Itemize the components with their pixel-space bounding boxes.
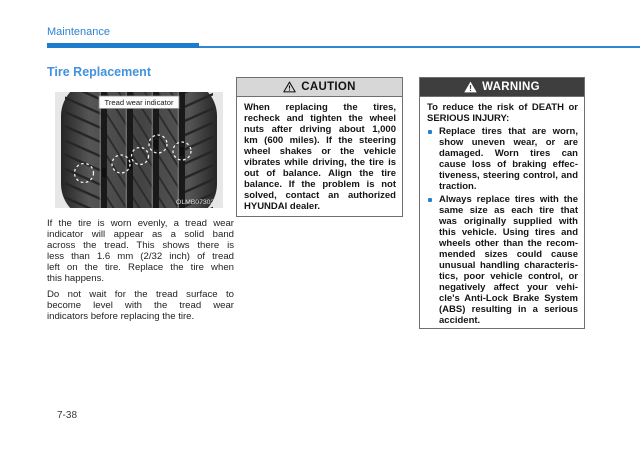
warning-box xyxy=(419,77,585,329)
bullet-marker xyxy=(428,130,432,134)
warning-bullet-2 xyxy=(427,194,578,326)
paragraph-2: Do not wait for the tread surface to become level with the tread wear indicators before replacing the tire. xyxy=(47,289,234,322)
body-text xyxy=(47,218,234,322)
caution-box-header xyxy=(237,78,402,97)
section-header-label: Maintenance xyxy=(47,26,110,38)
paragraph-1: If the tire is worn evenly, a tread wear indicator will appear as a solid band across the tread. This shows there is less than 1.6 mm (2/32 inch) of tread left on the tire. Replace the tire when this happens. xyxy=(47,218,234,284)
page-title: Tire Replacement xyxy=(47,65,151,79)
figure-label xyxy=(99,96,179,109)
warning-intro: To reduce the risk of DEATH or SERIOUS INJURY: xyxy=(427,102,578,124)
figure-label-text: Tread wear indicator xyxy=(104,98,174,108)
warning-bullet-2-text: Always replace tires with the same size as each tire that was originally supplied with this vehicle. Using tires and wheels other than the recom- mended sizes could cause unusual handling characteris- tics, poor vehicle control, or negatively affect your vehi- cle's Anti-Lock Brake System (ABS) resulting in a serious accident. xyxy=(439,194,578,326)
figure-code-text: OLMB073027 xyxy=(176,199,218,206)
warning-triangle-outline-icon xyxy=(283,81,296,93)
caution-box-text: When replacing the tires, recheck and tighten the wheel nuts after driving about 1,000 km (600 miles). If the steering wheel shakes or the vehicle vibrates while driving, the tire is out of balance. Align the tire balance. If the problem is not solved, contact an authorized HYUNDAI dealer. xyxy=(244,102,396,212)
page-number: 7-38 xyxy=(57,410,78,421)
bullet-marker xyxy=(428,198,432,202)
caution-box-title: CAUTION xyxy=(301,81,356,93)
warning-bullet-1 xyxy=(427,126,578,192)
tire-tread-image xyxy=(55,92,223,208)
warning-bullet-1-text: Replace tires that are worn, show uneven wear, or are damaged. Worn tires can cause loss of braking effec- tiveness, steering control, and traction. xyxy=(439,126,578,192)
header-accent-bar xyxy=(47,43,199,48)
header-rule-line xyxy=(199,46,640,48)
tire-tread-figure xyxy=(55,92,223,208)
warning-box-title: WARNING xyxy=(482,81,540,93)
warning-box-text xyxy=(420,97,584,331)
warning-triangle-filled-icon xyxy=(464,81,477,93)
caution-box xyxy=(236,77,403,217)
warning-box-header xyxy=(420,78,584,97)
